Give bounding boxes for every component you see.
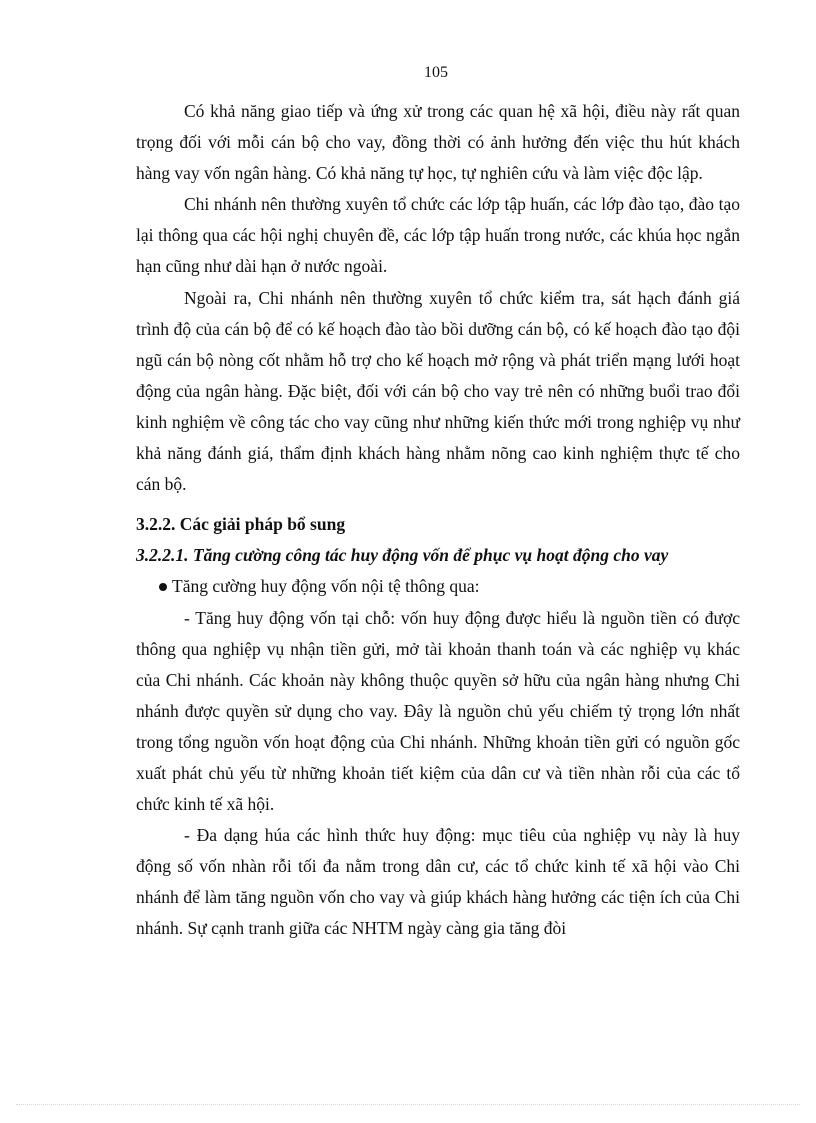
paragraph-training-courses: Chi nhánh nên thường xuyên tổ chức các lớp tập huấn, các lớp đào tạo, đào tạo lại thông qua các hội nghị chuyên đề, các lớp tập huấn trong nước, các khúa học ngắn hạn cũng như dài hạn ở nước ngoài. (136, 194, 740, 277)
bullet-item (136, 571, 740, 602)
section-heading: 3.2.2. Các giải pháp bổ sung (136, 514, 346, 535)
paragraph-communication-skills: Có khả năng giao tiếp và ứng xử trong các quan hệ xã hội, điều này rất quan trọng đối với mỗi cán bộ cho vay, đồng thời có ảnh hưởng đến việc thu hút khách hàng vay vốn ngân hàng. Có khả năng tự học, tự nghiên cứu và làm việc độc lập. (136, 101, 740, 184)
paragraph-local-deposits: - Tăng huy động vốn tại chỗ: vốn huy động được hiểu là nguồn tiền có được thông qua nghiệp vụ nhận tiền gửi, mở tài khoản thanh toán và các nghiệp vụ khác của Chi nhánh. Các khoản này không thuộc quyền sở hữu của ngân hàng nhưng Chi nhánh được quyền sử dụng cho vay. Đây là nguồn chủ yếu chiếm tỷ trọng lớn nhất trong tổng nguồn vốn hoạt động của Chi nhánh. Những khoản tiền gửi có nguồn gốc xuất phát chủ yếu từ những khoản tiết kiệm của dân cư và tiền nhàn rỗi của các tổ chức kinh tế xã hội. (136, 607, 740, 815)
paragraph-diversify-forms: - Đa dạng húa các hình thức huy động: mục tiêu của nghiệp vụ này là huy động số vốn nhàn rỗi tối đa nằm trong dân cư, các tổ chức kinh tế xã hội vào Chi nhánh để làm tăng nguồn vốn cho vay và giúp khách hàng hưởng các tiện ích của Chi nhánh. Sự cạnh tranh giữa các NHTM ngày càng gia tăng đòi (136, 825, 740, 939)
document-body (136, 96, 740, 945)
bullet-dot-icon (159, 583, 167, 591)
page-number: 105 (424, 64, 448, 81)
subsection-heading: 3.2.2.1. Tăng cường công tác huy động vốn để phục vụ hoạt động cho vay (136, 545, 669, 566)
page-bottom-divider (16, 1104, 800, 1105)
bullet-item-text: Tăng cường huy động vốn nội tệ thông qua: (172, 576, 480, 597)
paragraph-staff-assessment: Ngoài ra, Chi nhánh nên thường xuyên tổ chức kiểm tra, sát hạch đánh giá trình độ của cán bộ để có kế hoạch đào tào bồi dưỡng cán bộ, có kế hoạch đào tạo đội ngũ cán bộ nòng cốt nhằm hỗ trợ cho kế hoạch mở rộng và phát triển mạng lưới hoạt động của ngân hàng. Đặc biệt, đối với cán bộ cho vay trẻ nên có những buổi trao đổi kinh nghiệm về công tác cho vay cũng như những kiến thức mới trong nghiệp vụ như khả năng đánh giá, thẩm định khách hàng nhằm nõng cao kinh nghiệm thực tế cho cán bộ. (136, 287, 740, 495)
